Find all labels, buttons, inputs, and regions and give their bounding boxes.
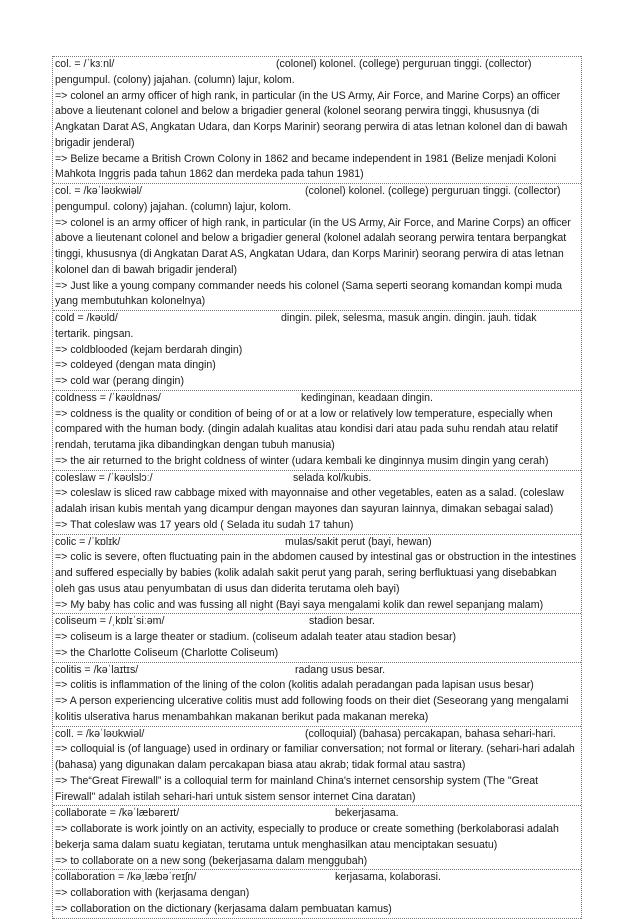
headword: collaboration = /kəˌlæbəˈreɪʃn/ [55, 871, 197, 884]
entry-headline [55, 614, 579, 630]
headword: coleslaw = /ˈkəʊlslɔː/ [55, 471, 153, 484]
definition: bekerjasama. [335, 807, 399, 820]
definition: kerjasama, kolaborasi. [335, 871, 441, 884]
dictionary-entry [53, 56, 581, 183]
dictionary-table [52, 56, 582, 919]
dictionary-entry [53, 310, 581, 390]
dictionary-entry [53, 662, 581, 726]
definition-explanation: => colloquial is (of language) used in ordinary or familiar conversation; not formal or literary. (sehari-hari adalah (bahasa) yang digunakan dalam percakapan biasa atau akrab; tidak formal atau sastra) [55, 743, 575, 771]
entry-headline [55, 311, 579, 327]
example-line: => coldeyed (dengan mata dingin) [55, 359, 216, 372]
entry-headline [55, 806, 579, 822]
example-line: => cold war (perang dingin) [55, 375, 184, 387]
headword: colic = /ˈkɒlɪk/ [55, 535, 121, 548]
dictionary-entry [53, 183, 581, 310]
dictionary-entry [53, 613, 581, 661]
headword: coldness = /ˈkəʊldnəs/ [55, 391, 161, 404]
definition: (colonel) kolonel. (college) perguruan tinggi. (collector) [305, 185, 561, 197]
definition: dingin. pilek, selesma, masuk angin. dingin. jauh. tidak [281, 312, 537, 324]
example-line: => the air returned to the bright coldness of winter (udara kembali ke dinginnya musim dingin yang cerah) [55, 454, 549, 467]
definition-explanation: => colitis is inflammation of the lining of the colon (kolitis adalah peradangan pada lapisan usus besar) [55, 679, 534, 692]
definition: (colloquial) (bahasa) percakapan, bahasa sehari-hari. [305, 727, 556, 740]
entry-headline [55, 870, 579, 886]
definition: selada kol/kubis. [293, 471, 372, 484]
entry-headline [55, 57, 579, 73]
definition: radang usus besar. [295, 663, 386, 676]
definition-explanation: => coleslaw is sliced raw cabbage mixed with mayonnaise and other vegetables, eaten as a salad. (coleslaw adalah irisan kubis mentah yang dicampur dengan mayones dan sayuran lainnya, dimakan sebagai salad) [55, 487, 564, 515]
definition-explanation: => coliseum is a large theater or stadium. (coliseum adalah teater atau stadion besar) [55, 631, 457, 643]
entry-headline [55, 471, 579, 487]
dictionary-entry [53, 390, 581, 470]
definition-continued: pengumpul. (colony) jajahan. (column) lajur, kolom. [55, 73, 295, 86]
dictionary-entry [53, 869, 581, 918]
example-line: => the Charlotte Coliseum (Charlotte Coliseum) [55, 646, 279, 659]
example-line: => My baby has colic and was fussing all night (Bayi saya mengalami kolik dan rewel sepanjang malam) [55, 598, 544, 611]
headword: coll. = /kəˈləʊkwiəl/ [55, 727, 145, 740]
headword: col. = /kəˈləʊkwiəl/ [55, 185, 142, 197]
definition-explanation: => collaborate is work jointly on an activity, especially to produce or create something (berkolaborasi adalah bekerja sama dalam suatu kegiatan, terutama untuk menghasilkan atau menciptakan sesuatu) [55, 823, 559, 851]
definition: kedinginan, keadaan dingin. [301, 391, 433, 404]
definition-continued: tertarik. pingsan. [55, 327, 134, 340]
example-line: => colonel an army officer of high rank, in particular (in the US Army, Air Force, and Marine Corps) an officer above a lieutenant colonel and below a brigadier general (kolonel seorang perwira tinggi, khususnya (di Angkatan Darat AS, Angkatan Udara, dan Korps Marinir) seorang perwira di atas letnan kolonel dan di bawah brigadir jenderal) [55, 89, 568, 149]
example-line: => The“Great Firewall” is a colloquial term for mainland China's internet censorship system (The "Great Firewall" adalah istilah sehari-hari untuk sistem sensor internet Cina daratan) [55, 774, 539, 803]
definition-continued: pengumpul. colony) jajahan. (column) lajur, kolom. [55, 200, 292, 213]
dictionary-entry [53, 726, 581, 806]
definition: stadion besar. [309, 615, 375, 628]
entry-headline [55, 184, 579, 200]
example-line: => collaboration with (kerjasama dengan) [55, 887, 250, 899]
dictionary-entry [53, 534, 581, 614]
entry-headline [55, 535, 579, 551]
definition-explanation: => colonel is an army officer of high rank, in particular (in the US Army, Air Force, and Marine Corps) an officer above a lieutenant colonel and below a brigadier general (kolonel adalah seorang perwira tentara berpangkat tinggi, khususnya (di Angkatan Darat AS, Angkatan Udara, dan Korps Marinir) seorang perwira di atas letnan kolonel dan di bawah brigadir jenderal) [55, 216, 571, 276]
headword: coliseum = /ˌkɒlɪˈsiːəm/ [55, 615, 165, 628]
entry-headline [55, 727, 579, 743]
definition-explanation: => coldness is the quality or condition of being of or at a low or relatively low temperature, especially when compared with the human body. (dingin adalah kualitas atau kondisi dari atau pada suhu rendah atau relatif rendah, terutama jika dibandingkan dengan tubuh manusia) [55, 407, 558, 451]
headword: collaborate = /kəˈlæbəreɪt/ [55, 807, 180, 820]
definition: mulas/sakit perut (bayi, hewan) [285, 535, 432, 548]
entry-headline [55, 663, 579, 679]
example-line: => to collaborate on a new song (bekerjasama dalam menggubah) [55, 854, 368, 867]
definition: (colonel) kolonel. (college) perguruan tinggi. (collector) [276, 58, 532, 70]
dictionary-entry [53, 470, 581, 534]
definition-explanation: => colic is severe, often fluctuating pain in the abdomen caused by intestinal gas or obstruction in the intestines and suffered especially by babies (kolik adalah sakit perut yang parah, sering berfluktuasi yang disebabkan oleh gas usus atau penyumbatan di usus dan diderita terutama oleh bayi) [55, 551, 577, 595]
headword: cold = /kəʊld/ [55, 312, 118, 324]
headword: col. = /ˈkɜːnl/ [55, 58, 115, 70]
dictionary-entry [53, 805, 581, 869]
example-line: => That coleslaw was 17 years old ( Selada itu sudah 17 tahun) [55, 518, 354, 531]
example-line: => coldblooded (kejam berdarah dingin) [55, 343, 243, 356]
entry-headline [55, 391, 579, 407]
example-line: => collaboration on the dictionary (kerjasama dalam pembuatan kamus) [55, 902, 392, 915]
example-line: => Just like a young company commander needs his colonel (Sama seperti seorang komandan kompi muda yang membutuhkan kolonelnya) [55, 279, 563, 308]
example-line: => A person experiencing ulcerative colitis must add following foods on their diet (Seseorang yang mengalami kolitis ulserativa harus menambahkan makanan berikut pada makanan mereka) [55, 695, 569, 723]
example-line: => Belize became a British Crown Colony in 1862 and became independent in 1981 (Belize menjadi Koloni Mahkota Inggris pada tahun 1862 dan merdeka pada tahun 1981) [55, 152, 557, 181]
headword: colitis = /kəˈlaɪtɪs/ [55, 663, 139, 676]
